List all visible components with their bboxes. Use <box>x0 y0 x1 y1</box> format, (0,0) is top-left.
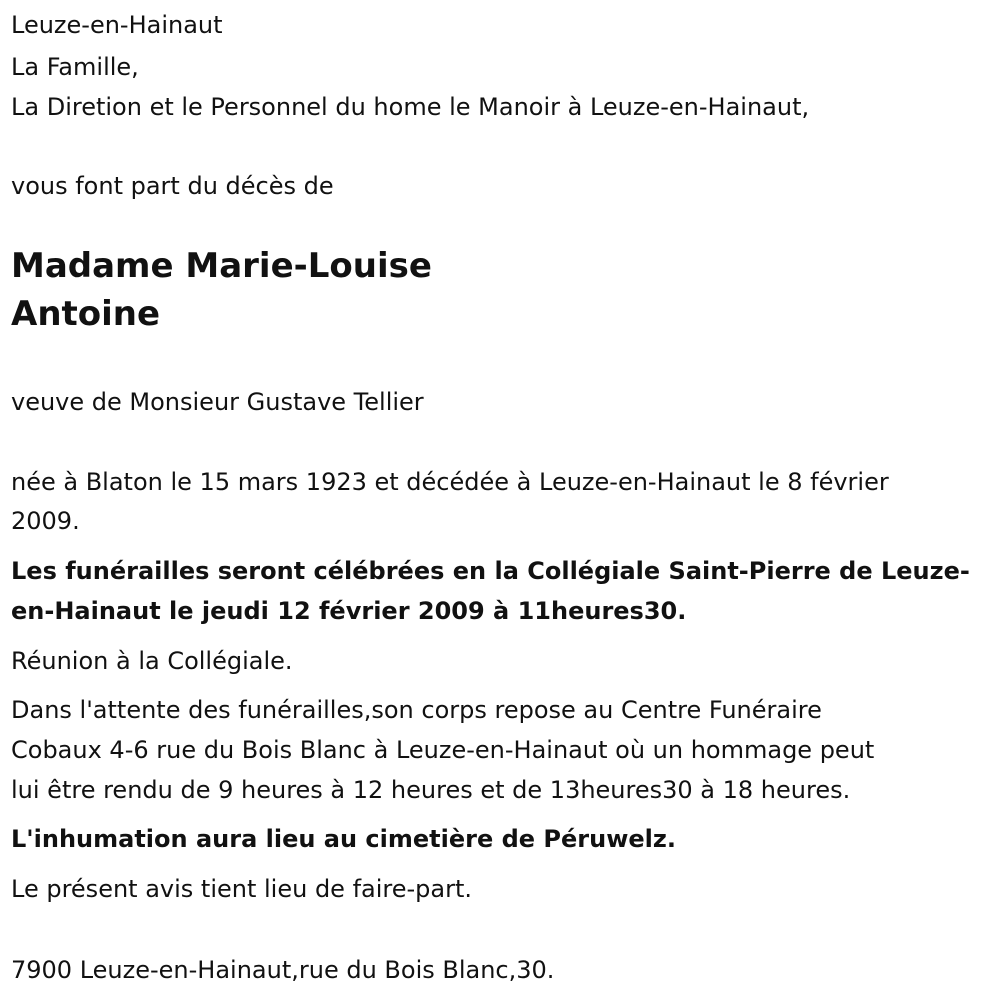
notice-text: Le présent avis tient lieu de faire-part. <box>11 875 473 903</box>
intro-text: vous font part du décès de <box>11 172 334 200</box>
meeting-text: Réunion à la Collégiale. <box>11 647 293 675</box>
repose-line3: lui être rendu de 9 heures à 12 heures et de 13heures30 à 18 heures. <box>11 776 851 804</box>
funeral-line1: Les funérailles seront célébrées en la Collégiale Saint-Pierre de Leuze- <box>11 557 970 585</box>
birth-death-line1: née à Blaton le 15 mars 1923 et décédée à Leuze-en-Hainaut le 8 février <box>11 468 889 496</box>
header-city: Leuze-en-Hainaut <box>11 11 223 39</box>
funeral-line2: en-Hainaut le jeudi 12 février 2009 à 11heures30. <box>11 597 687 625</box>
widow-of-text: veuve de Monsieur Gustave Tellier <box>11 388 424 416</box>
repose-line2: Cobaux 4-6 rue du Bois Blanc à Leuze-en-Hainaut où un hommage peut <box>11 736 875 764</box>
address-text: 7900 Leuze-en-Hainaut,rue du Bois Blanc,30. <box>11 956 555 984</box>
deceased-name-line1: Madame Marie-Louise <box>11 246 432 286</box>
header-direction: La Diretion et le Personnel du home le Manoir à Leuze-en-Hainaut, <box>11 93 810 121</box>
header-family: La Famille, <box>11 53 139 81</box>
burial-text: L'inhumation aura lieu au cimetière de Péruwelz. <box>11 825 676 853</box>
repose-line1: Dans l'attente des funérailles,son corps repose au Centre Funéraire <box>11 696 822 724</box>
birth-death-line2: 2009. <box>11 507 80 535</box>
deceased-name-line2: Antoine <box>11 294 161 334</box>
